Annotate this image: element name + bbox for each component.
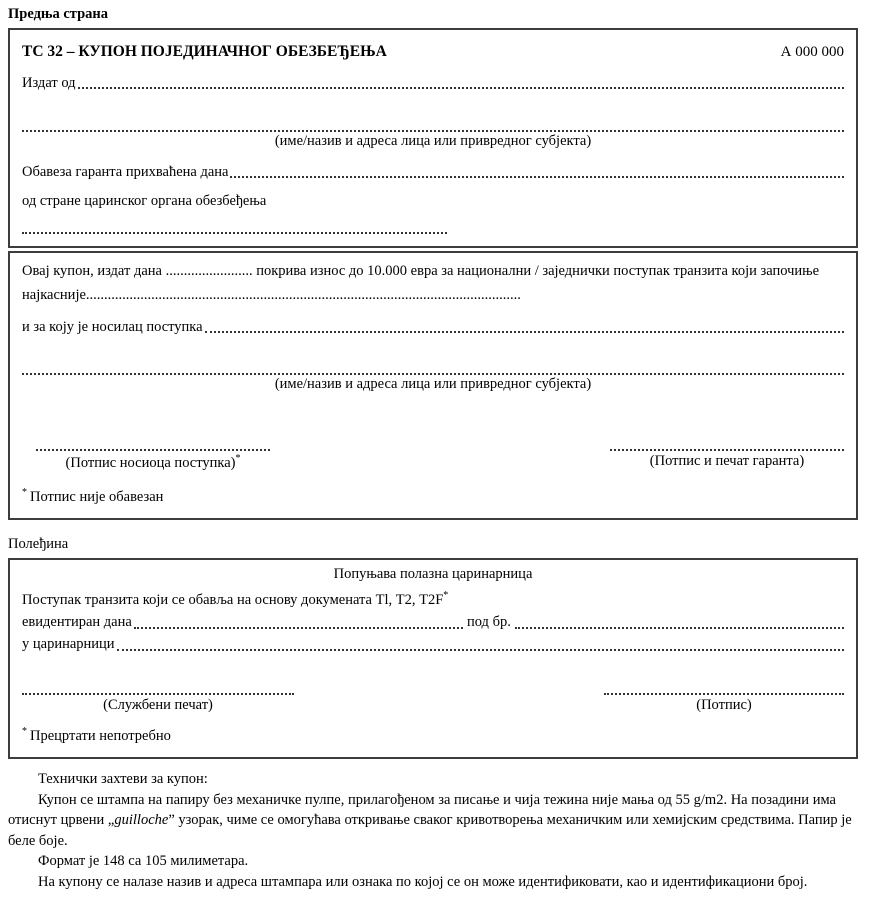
tech-paragraph-printer: На купону се налазе назив и адреса штампара или ознака по којој се он може идентификовати, као и идентификациони број. [38,873,808,890]
holder-signature-caption: (Потпис носиоца поступка)* [65,453,241,471]
official-seal-caption: (Службени печат) [103,697,213,714]
name-address-caption: (име/назив и адреса лица или привредног субјекта) [274,376,592,393]
dotted-fill-line [230,164,844,178]
dotted-fill-line [22,360,844,376]
serial-number: А 000 000 [780,44,844,60]
signature-caption: (Потпис) [696,697,752,714]
front-box-top [8,28,858,248]
front-box-bottom [8,251,858,520]
signature-line [36,435,270,451]
dotted-fill-line [134,613,463,629]
dotted-fill-line [22,218,447,234]
registered-label: евидентиран дана [22,613,132,630]
under-number-label: под бр. [466,613,511,630]
front-side-label: Предња страна [8,6,109,22]
dotted-fill-line [205,319,844,333]
footnote-marker: * [443,589,449,601]
coupon-paragraph-line2: најкасније........................................................................................................................ [22,286,521,303]
guilloche-term: guilloche [114,812,169,829]
issued-by-label: Издат од [22,75,76,91]
dotted-fill-line [22,116,844,132]
footnote-marker: * [22,486,27,498]
holder-line [22,319,844,336]
guarantor-signature-caption: (Потпис и печат гаранта) [649,453,805,470]
signature-line [22,680,294,696]
customs-office-label: од стране царинског органа обезбеђења [22,192,267,209]
guarantor-accepted-label: Обавеза гаранта прихваћена дана [22,163,229,180]
strike-footnote: * Прецртати непотребно [22,726,171,745]
back-signature-row [22,680,844,715]
guarantor-signature-block [610,435,844,472]
customs-house-line [22,635,844,654]
holder-label: и за коју је носилац поступка [22,318,203,335]
dotted-fill-line [78,75,844,89]
tech-heading: Технички захтеви за купон: [38,771,208,788]
signature-line [610,435,844,451]
guarantor-accepted-line [22,164,844,181]
dotted-fill-line [515,613,844,629]
back-header: Попуњава полазна царинарница [333,565,533,582]
procedure-line: Поступак транзита који се обавља на основу докумената Тl, Т2, Т2F* [22,589,449,608]
back-side-label: Полеђина [8,535,69,552]
technical-requirements [8,769,856,892]
footnote-marker: * [235,453,241,465]
dotted-fill-line [117,635,844,651]
official-seal-block [22,680,294,715]
signature-footnote: * Потпис није обавезан [22,486,164,505]
front-signature-row [22,435,844,472]
customs-house-label: у царинарници [22,635,115,652]
holder-signature-block [36,435,270,472]
tech-paragraph-format: Формат је 148 са 105 милиметара. [38,853,249,870]
issued-by-line [22,75,844,92]
coupon-paragraph-line1: Овај купон, издат дана ........................ покрива износ до 10.000 евра за национални / заједнички поступак транзита који започиње [22,262,820,279]
footnote-marker: * [22,726,27,738]
back-box [8,558,858,759]
name-address-caption: (име/назив и адреса лица или привредног субјекта) [274,132,592,149]
tech-paragraph-paper: Купон се штампа на папиру без механичке пулпе, прилагођеном за писање и чија тежина није мања од 55 g/m2. На позадини има отиснут црвени „guilloche” узорак, чиме се омогућава откривање сваког кривотворења механичким или хемијским средствима. Папир је беле боје. [8,791,852,849]
signature-block [604,680,844,715]
signature-line [604,680,844,696]
form-title-row [22,43,844,61]
form-title: ТС 32 – КУПОН ПОЈЕДИНАЧНОГ ОБЕЗБЕЂЕЊА [22,43,387,60]
registered-line [22,613,844,632]
